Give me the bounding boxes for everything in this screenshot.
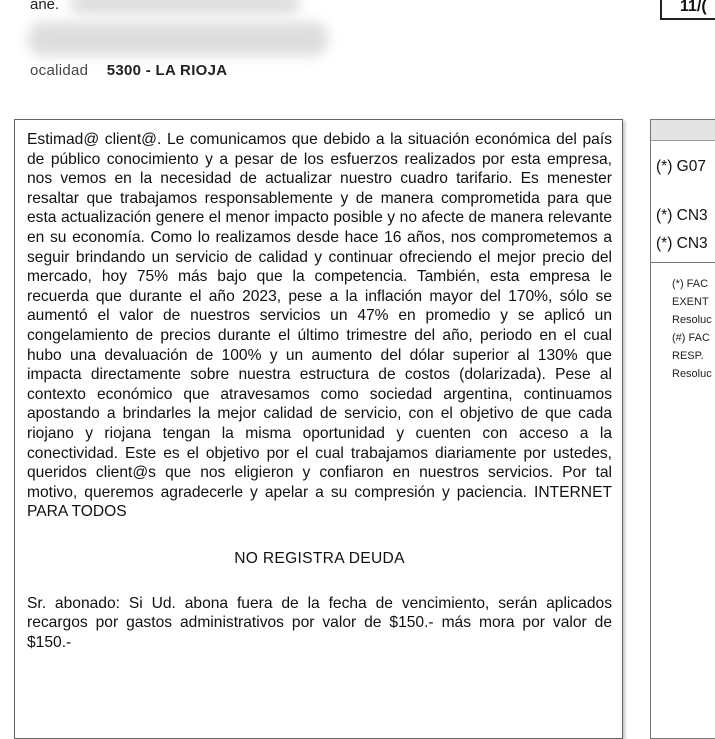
tax-note: RESP. — [672, 350, 704, 362]
tax-note: Resoluc — [672, 368, 712, 380]
late-payment-notice: Sr. abonado: Si Ud. abona fuera de la fecha de vencimiento, serán aplicados recargos por gastos administrativos por valor de $150.- más mora por valor de $150.- — [27, 594, 612, 652]
locality-label: ocalidad — [30, 62, 89, 79]
charge-row: (*) CN3 — [656, 207, 708, 224]
charge-row: (*) CN3 — [656, 235, 708, 252]
redacted-name-blur — [70, 0, 300, 14]
side-panel-header-band — [651, 120, 715, 141]
tax-note: (#) FAC — [672, 332, 710, 344]
side-panel-divider — [651, 262, 715, 263]
tax-note: Resoluc — [672, 314, 712, 326]
locality-value: 5300 - LA RIOJA — [106, 62, 228, 79]
customer-name-fragment: ane. — [30, 0, 60, 13]
customer-message-box — [14, 119, 623, 739]
tax-note: EXENT — [672, 296, 709, 308]
tariff-notice-text: Estimad@ client@. Le comunicamos que debido a la situación económica del país de público conocimiento y a pesar de los esfuerzos realizados por esta empresa, nos vemos en la necesidad de actualizar nuestro cuadro tarifario. Es menester resaltar que trabajamos responsablemente y de manera comprometida para que esta actualización genere el menor impacto posible y no afecte de manera relevante en su economía. Como lo realizamos desde hace 16 años, nos comprometemos a seguir brindando un servicio de calidad y continuar ofreciendo el mejor precio del mercado, hoy 75% más bajo que la competencia. También, esta empresa le recuerda que durante el año 2023, pese a la inflación mayor del 170%, sólo se aumentó el valor de nuestros servicios un 47% en promedio y se aplicó un congelamiento de precios durante el último trimestre del año, periodo en el cual hubo una devaluación de 100% y un aumento del dólar superior al 130% que impacta directamente sobre nuestra estructura de costos (dolarizada). Pese al contexto económico que atravesamos como sociedad argentina, continuamos apostando a brindarles la mejor calidad de servicio, con el objetivo de que cada riojano y riojana tengan la misma oportunidad y cuenten con acceso a la conectividad. Este es el objetivo por el cual trabajamos diariamente por ustedes, queridos client@s que nos eligieron y confiaron en nuestros servicios. Por tal motivo, queremos agradecerle y apelar a su compresión y paciencia. INTERNET PARA TODOS — [27, 131, 612, 521]
invoice-date-box: 11/( — [660, 0, 715, 20]
redacted-address-blur — [28, 22, 328, 56]
debt-status: NO REGISTRA DEUDA — [234, 549, 405, 567]
tax-note: (*) FAC — [672, 278, 709, 290]
charge-row: (*) G07 — [656, 158, 706, 175]
charges-side-panel — [650, 119, 715, 739]
locality-line — [30, 62, 227, 79]
